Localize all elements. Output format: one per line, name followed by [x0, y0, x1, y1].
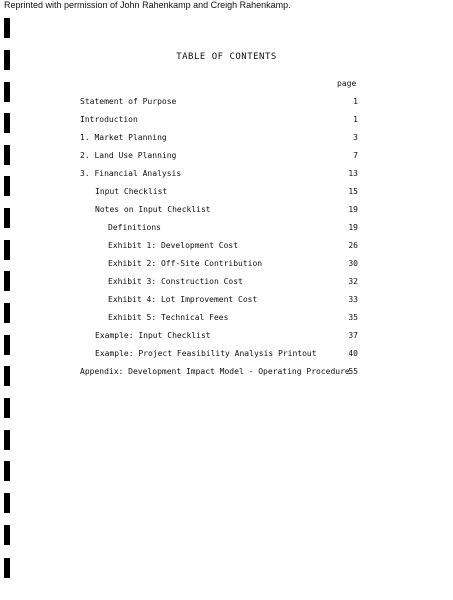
binding-holes: [0, 0, 14, 600]
toc-entry-label: Exhibit 5: Technical Fees: [108, 313, 229, 322]
toc-entry: [80, 204, 358, 222]
toc-entry-label: Definitions: [108, 223, 161, 232]
toc-list: [80, 96, 358, 384]
binding-hole: [4, 366, 10, 386]
toc-entry-page: 26: [348, 241, 358, 250]
toc-entry-label: Appendix: Development Impact Model - Operating Procedure: [80, 367, 350, 376]
binding-hole: [4, 271, 10, 291]
toc-entry-label: 2. Land Use Planning: [80, 151, 177, 160]
toc-entry: [80, 150, 358, 168]
toc-entry-page: 3: [353, 133, 358, 142]
toc-entry: [80, 240, 358, 258]
toc-entry: [80, 132, 358, 150]
binding-hole: [4, 113, 10, 133]
toc-entry-page: 30: [348, 259, 358, 268]
toc-entry: [80, 312, 358, 330]
binding-hole: [4, 398, 10, 418]
toc-entry: [80, 186, 358, 204]
toc-entry-label: 1. Market Planning: [80, 133, 167, 142]
toc-entry-page: 33: [348, 295, 358, 304]
toc-entry-page: 15: [348, 187, 358, 196]
binding-hole: [4, 525, 10, 545]
toc-entry-label: Exhibit 4: Lot Improvement Cost: [108, 295, 258, 304]
toc-entry: [80, 96, 358, 114]
toc-entry-page: 13: [348, 169, 358, 178]
binding-hole: [4, 558, 10, 578]
toc-entry: [80, 114, 358, 132]
binding-hole: [4, 176, 10, 196]
toc-entry-page: 40: [348, 349, 358, 358]
toc-entry-label: Exhibit 3: Construction Cost: [108, 277, 243, 286]
toc-entry-label: Statement of Purpose: [80, 97, 177, 106]
binding-hole: [4, 493, 10, 513]
toc-entry: [80, 294, 358, 312]
toc-entry-label: 3. Financial Analysis: [80, 169, 182, 178]
toc-title: TABLE OF CONTENTS: [176, 52, 277, 62]
toc-entry-label: Input Checklist: [95, 187, 168, 196]
toc-entry: [80, 168, 358, 186]
toc-entry-page: 7: [353, 151, 358, 160]
toc-entry-page: 19: [348, 205, 358, 214]
page-column-label: page: [337, 79, 357, 88]
toc-entry-label: Introduction: [80, 115, 138, 124]
toc-entry-label: Exhibit 2: Off-Site Contribution: [108, 259, 263, 268]
toc-entry-page: 32: [348, 277, 358, 286]
toc-entry-label: Notes on Input Checklist: [95, 205, 211, 214]
toc-entry-page: 35: [348, 313, 358, 322]
toc-entry: [80, 330, 358, 348]
binding-hole: [4, 430, 10, 450]
binding-hole: [4, 240, 10, 260]
toc-entry-page: 19: [348, 223, 358, 232]
toc-entry-page: 1: [353, 97, 358, 106]
binding-hole: [4, 208, 10, 228]
binding-hole: [4, 335, 10, 355]
toc-entry: [80, 222, 358, 240]
binding-hole: [4, 82, 10, 102]
toc-entry: [80, 276, 358, 294]
toc-entry: [80, 348, 358, 366]
toc-entry-page: 1: [353, 115, 358, 124]
binding-hole: [4, 145, 10, 165]
toc-entry: [80, 366, 358, 384]
binding-hole: [4, 461, 10, 481]
toc-entry-page: 55: [348, 367, 358, 376]
toc-entry-label: Exhibit 1: Development Cost: [108, 241, 239, 250]
toc-entry: [80, 258, 358, 276]
toc-entry-label: Example: Project Feasibility Analysis Printout: [95, 349, 317, 358]
permission-note: Reprinted with permission of John Rahenkamp and Creigh Rahenkamp.: [4, 0, 291, 10]
toc-entry-page: 37: [348, 331, 358, 340]
toc-entry-label: Example: Input Checklist: [95, 331, 211, 340]
binding-hole: [4, 18, 10, 38]
binding-hole: [4, 303, 10, 323]
